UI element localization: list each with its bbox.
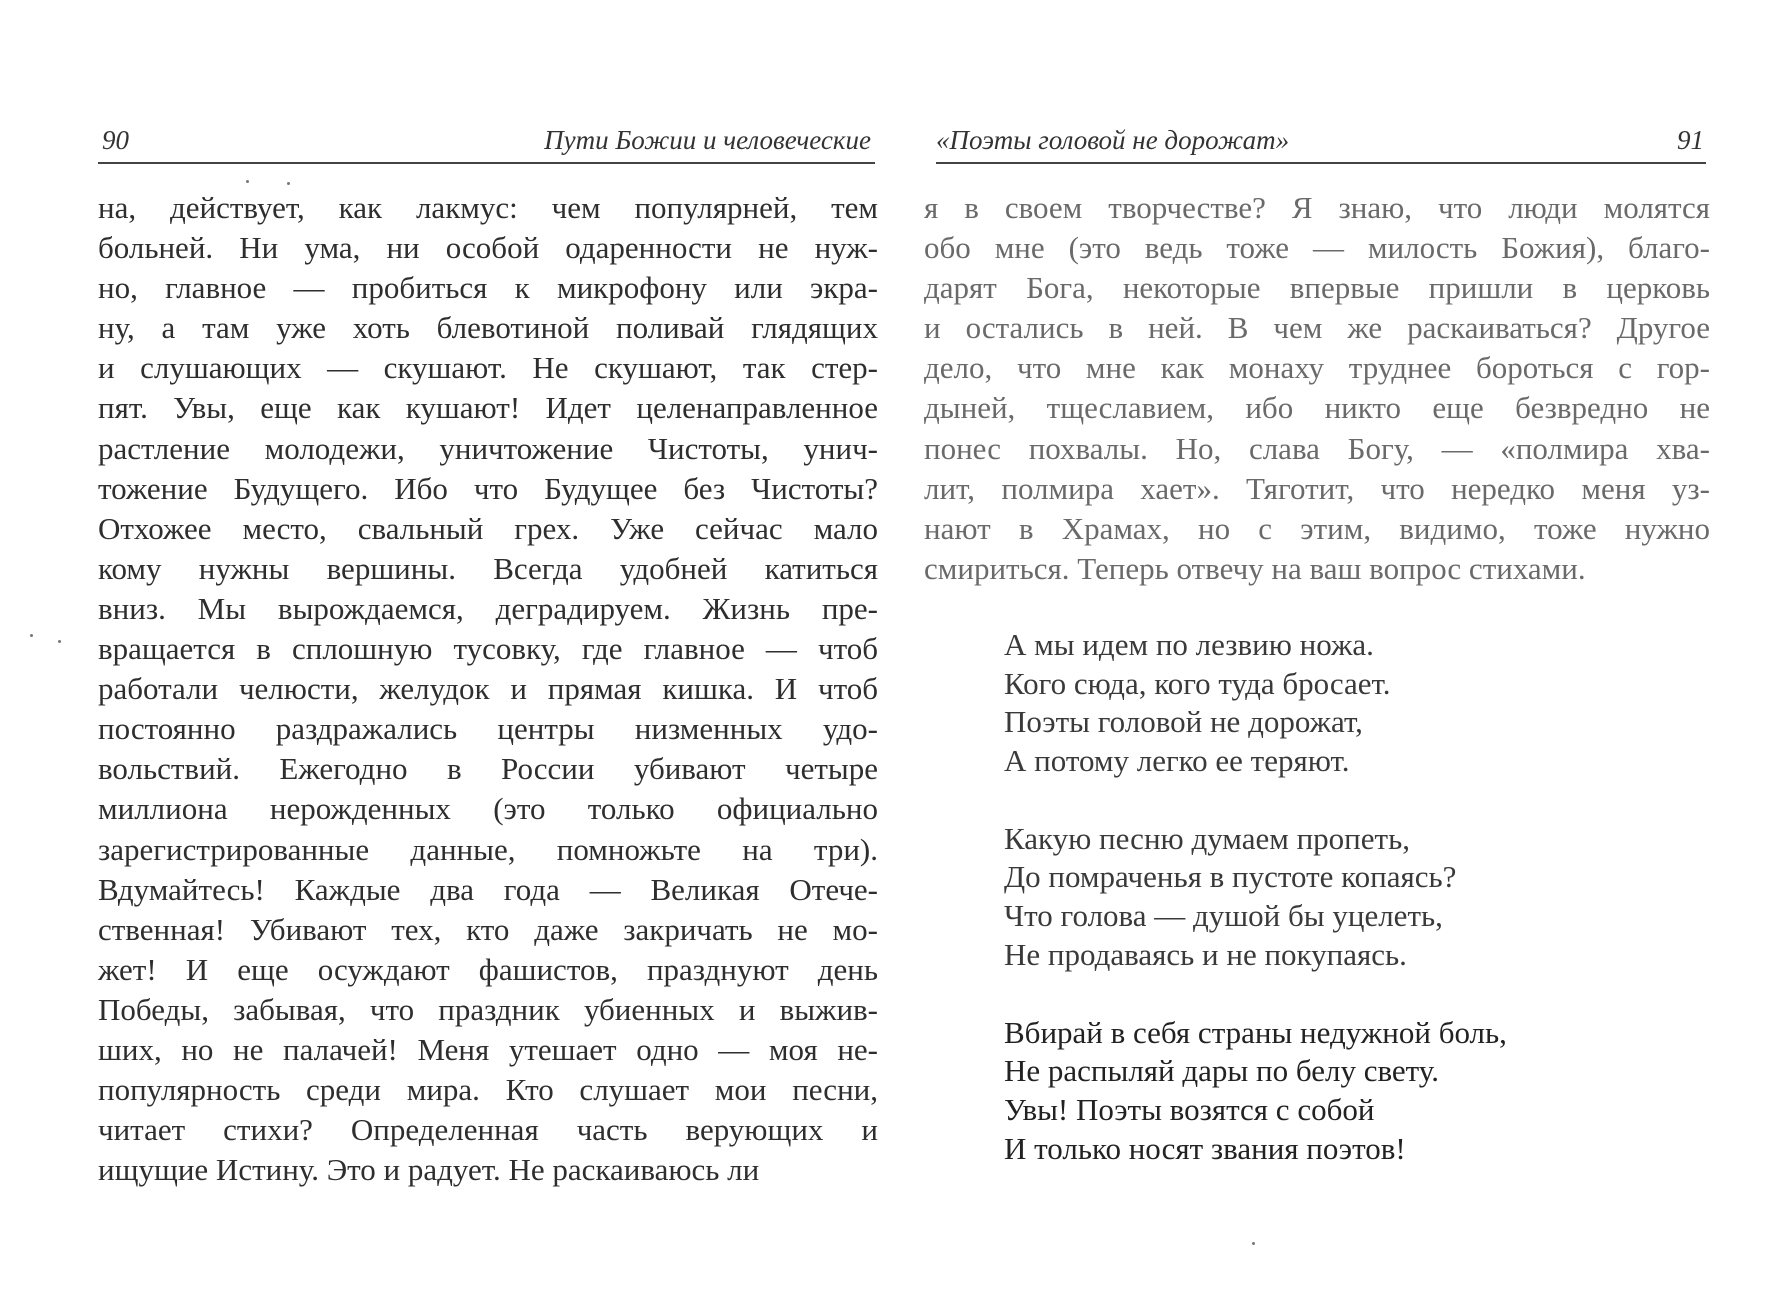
text-line: нают в Храмах, но с этим, видимо, тоже нужно [924, 510, 1710, 546]
text-line: дыней, тщеславием, ибо никто еще безвредно не [924, 390, 1710, 426]
right-page-number: 91 [1677, 125, 1704, 155]
text-line: и слушающих — скушают. Не скушают, так стер- [98, 350, 878, 386]
text-line: обо мне (это ведь тоже — милость Божия), благо- [924, 230, 1710, 266]
left-running-title: Пути Божии и человеческие [544, 125, 871, 155]
scan-speck [1252, 1242, 1255, 1245]
poem-line: И только носят звания поэтов! [1004, 1130, 1406, 1166]
text-line: ственная! Убивают тех, кто даже закричать не мо- [98, 911, 878, 947]
right-running-head [936, 122, 1706, 164]
text-line: на, действует, как лакмус: чем популярней, тем [98, 190, 878, 225]
text-line: больней. Ни ума, ни особой одаренности не нуж- [98, 230, 878, 266]
scan-speck [58, 640, 61, 643]
text-line: вольствий. Ежегодно в России убивают четыре [98, 751, 878, 787]
text-line: работали челюсти, желудок и прямая кишка. И чтоб [98, 671, 878, 707]
text-line: популярность среди мира. Кто слушает мои песни, [98, 1072, 878, 1108]
text-line: кому нужны вершины. Всегда удобней катиться [98, 550, 878, 586]
text-line: дело, что мне как монаху труднее бороться с гор- [924, 350, 1710, 386]
text-line: миллиона нерожденных (это только официально [98, 791, 878, 827]
text-line: дарят Бога, некоторые впервые пришли в церковь [924, 270, 1710, 306]
text-line: вращается в сплошную тусовку, где главное — чтоб [98, 631, 878, 667]
text-line: и остались в ней. В чем же раскаиваться? Другое [924, 310, 1710, 346]
poem-line: Поэты головой не дорожат, [1004, 704, 1363, 740]
text-line: Отхожее место, свальный грех. Уже сейчас мало [98, 510, 878, 546]
poem-line: Кого сюда, кого туда бросает. [1004, 665, 1391, 701]
poem-line: До помраченья в пустоте копаясь? [1004, 859, 1457, 895]
left-body-text [98, 188, 878, 1190]
poem-line: Вбирай в себя страны недужной боль, [1004, 1014, 1507, 1050]
text-line: понес похвалы. Но, слава Богу, — «полмира хва- [924, 430, 1710, 466]
text-line: постоянно раздражались центры низменных удо- [98, 711, 878, 747]
text-line: смириться. Теперь отвечу на ваш вопрос стихами. [924, 550, 1586, 586]
text-line: лит, полмира хает». Тяготит, что нередко меня уз- [924, 470, 1710, 506]
text-line: но, главное — пробиться к микрофону или экра- [98, 270, 878, 306]
left-page-number: 90 [102, 125, 129, 155]
poem-line: Увы! Поэты возятся с собой [1004, 1091, 1375, 1127]
text-line: растление молодежи, уничтожение Чистоты, унич- [98, 430, 878, 466]
poem-line: А мы идем по лезвию ножа. [1004, 627, 1374, 662]
poem-line: А потому легко ее теряют. [1004, 743, 1350, 779]
text-line: зарегистрированные данные, помножьте на три). [98, 831, 878, 867]
text-line: Вдумайтесь! Каждые два года — Великая Отече- [98, 871, 878, 907]
right-running-title: «Поэты головой не дорожат» [936, 125, 1290, 155]
scan-speck [30, 634, 33, 637]
text-line: ну, а там уже хоть блевотиной поливай глядящих [98, 310, 878, 346]
left-running-head [98, 122, 875, 164]
text-line: жет! И еще осуждают фашистов, празднуют день [98, 951, 878, 987]
scan-speck [246, 180, 249, 183]
text-line: пят. Увы, еще как кушают! Идет целенаправленное [98, 390, 878, 426]
poem-line: Не продаваясь и не покупаясь. [1004, 936, 1407, 972]
poem-stanza [1004, 1014, 1507, 1169]
text-line: Победы, забывая, что праздник убиенных и выжив- [98, 991, 878, 1027]
poem-stanza [1004, 626, 1507, 781]
poem-line: Не распыляй дары по белу свету. [1004, 1053, 1439, 1089]
text-line: я в своем творчестве? Я знаю, что люди молятся [924, 190, 1710, 225]
text-line: тожение Будущего. Ибо что Будущее без Чистоты? [98, 470, 878, 506]
scan-speck [287, 182, 290, 185]
text-line: ищущие Истину. Это и радует. Не раскаиваюсь ли [98, 1152, 760, 1188]
text-line: вниз. Мы вырождаемся, деградируем. Жизнь пре- [98, 590, 878, 626]
poem-stanza [1004, 820, 1507, 975]
text-line: читает стихи? Определенная часть верующих и [98, 1112, 878, 1148]
poem-line: Что голова — душой бы уцелеть, [1004, 898, 1443, 934]
text-line: ших, но не палачей! Меня утешает одно — моя не- [98, 1031, 878, 1067]
poem-line: Какую песню думаем пропеть, [1004, 820, 1410, 856]
right-body-text [924, 188, 1710, 589]
poem [1004, 626, 1507, 1207]
right-page [894, 0, 1789, 1308]
left-page [0, 0, 894, 1308]
